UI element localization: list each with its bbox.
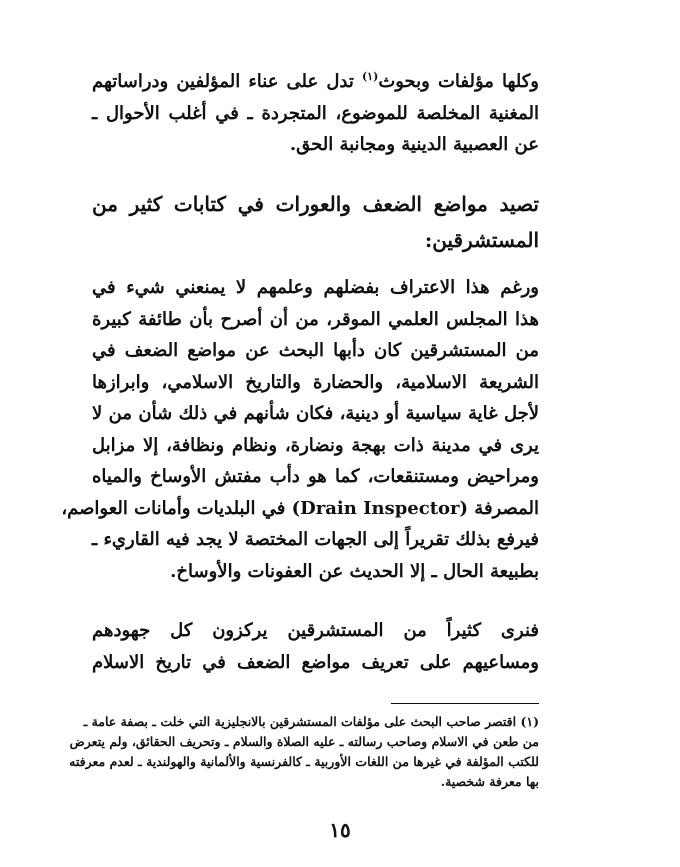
page-number: ١٥ [329,818,351,842]
paragraph-line: هذا المجلس العلمي الموقر، من أن أصرح بأن طائفة كبيرة [92,308,539,330]
section-heading [92,186,539,258]
paragraph-line: ومساعيهم على تعريف مواضع الضعف في تاريخ الاسلام [92,651,539,673]
paragraph-line: المصرفة (Drain Inspector) في البلديات وأمانات العواصم، [61,497,539,519]
paragraph-line: المغنية المخلصة للموضوع، المتجردة ـ في أغلب الأحوال ـ [92,102,539,124]
paragraph-line: يرى في مدينة ذات بهجة ونضارة، ونظام ونظافة، إلا مزابل [92,434,539,456]
paragraph-line: من المستشرقين كان دأبها البحث عن مواضع الضعف في [92,340,539,361]
paragraph-line: الشريعة الاسلامية، والحضارة والتاريخ الاسلامي، وابرازها [92,371,539,393]
paragraph-line: ورغم هذا الاعتراف بفضلهم وعلمهم لا يمنعني شيء في [92,277,539,298]
paragraph-line [92,66,539,98]
line-text: تدل على عناء المؤلفين ودراساتهم [92,71,354,92]
footnote-divider [391,703,539,704]
paragraph-line: عن العصبية الدينية ومجانبة الحق. [289,134,539,155]
line-text: وكلها مؤلفات وبحوث [378,71,540,92]
paragraph-1 [92,66,539,161]
heading-line: تصيد مواضع الضعف والعورات في كتابات كثير من [92,192,539,216]
footnote-line: للكتب المؤلفة في غيرها من اللغات الأوربية ـ كالفرنسية والألمانية والهولندية ـ لعدم معرفته [69,754,539,769]
footnote [69,712,539,792]
footnote-line: بها معرفة شخصية. [440,774,539,789]
paragraph-line: فيرفع بذلك تقريراً إلى الجهات المختصة لا يجد فيه القاريء ـ [91,529,539,550]
paragraph-line: فنرى كثيراً من المستشرقين يركزون كل جهودهم [92,620,539,641]
paragraph-line: لأجل غاية سياسية أو دينية، فكان شأنهم في ذلك شأن من لا [92,403,539,424]
paragraph-3 [92,615,539,678]
footnote-line: (١) اقتصر صاحب البحث على مؤلفات المستشرقين بالانجليزية التي خلت ـ بصفة عامة ـ [83,714,539,729]
footnote-ref: (١) [361,70,379,83]
paragraph-2 [61,272,539,587]
paragraph-line: ومراحيض ومستنقعات، كما هو دأب مفتش الأوساخ والمياه [92,466,539,487]
footnote-line: من طعن في الاسلام وصاحب رسالته ـ عليه الصلاة والسلام ـ وتحريف الحقائق، ولم يتعرض [69,734,539,749]
paragraph-line: بطبيعة الحال ـ إلا الحديث عن العفونات والأوساخ. [170,560,539,582]
heading-line: المستشرقين: [424,228,539,252]
